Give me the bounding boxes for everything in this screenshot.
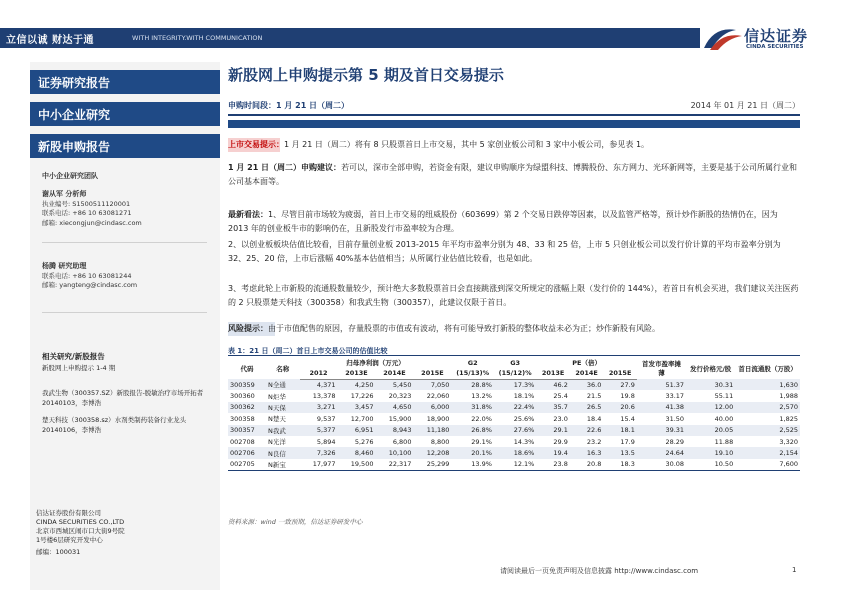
table-cell: 9,537 [300, 413, 338, 424]
table-top-rule [228, 355, 800, 356]
table-cell: 16.3 [570, 447, 604, 458]
table-cell: 1,825 [735, 413, 800, 424]
column-subheader: 2014E [570, 368, 604, 379]
column-subheader: 2012 [300, 368, 338, 379]
title-rule [228, 114, 800, 116]
assistant-info [42, 262, 214, 291]
table-cell: 31.50 [637, 413, 686, 424]
column-subheader: 2013E [536, 368, 570, 379]
table-cell: 1,988 [735, 390, 800, 401]
sidebar-divider [42, 312, 207, 313]
table-cell: 29.9 [536, 436, 570, 447]
table-row [228, 459, 800, 470]
company-name: 信达证券股份有限公司 [36, 509, 101, 517]
table-cell: 4,250 [337, 379, 375, 390]
table-cell: 28.29 [637, 436, 686, 447]
table-cell: 13.2% [451, 390, 493, 401]
table-cell: 15.4 [603, 413, 637, 424]
table-cell: 2,525 [735, 425, 800, 436]
latest-view-text: 1、尽管目前市场较为疲弱，首日上市交易的纽威股份（603699）第 2 个交易日跌停等因素，以及监管严格等，预计炒作新股的热情仍在，因为 2013 年的创业板牛市的影响仍在，且新股发行市盈率较为合理。 [228, 210, 778, 233]
table-row [228, 379, 800, 390]
column-header: G3 [510, 358, 521, 367]
table-cell: 13,378 [300, 390, 338, 401]
table-cell: 4,371 [300, 379, 338, 390]
slogan-english: WITH INTEGRITY.WITH COMMUNICATION [132, 34, 263, 42]
risk-warning-lead: 风险提示： [228, 324, 268, 333]
table-cell: 7,326 [300, 447, 338, 458]
analyst-license: 执业编号: S1500511120001 [42, 199, 131, 208]
stock-name-cell: N良信 [266, 447, 300, 458]
table-cell: 25,299 [413, 459, 451, 470]
table-cell: 20.1% [451, 447, 493, 458]
table-cell: 33.17 [637, 390, 686, 401]
address-line: 1号楼6层研究开发中心 [36, 536, 103, 544]
stock-name-cell: N全通 [266, 379, 300, 390]
table-cell: 3,320 [735, 436, 800, 447]
column-subheader: (15/13)% [451, 368, 493, 379]
table-cell: 23.0 [536, 413, 570, 424]
table-cell: 18.1 [603, 425, 637, 436]
sidebar-divider [42, 242, 207, 243]
sidebar-tab-ipo-report: 新股申购报告 [30, 134, 220, 158]
table-cell: 8,460 [337, 447, 375, 458]
table-row [228, 390, 800, 401]
table-cell: 39.31 [637, 425, 686, 436]
date-line [228, 100, 800, 114]
table-cell: 3,457 [337, 402, 375, 413]
table-cell: 2,570 [735, 402, 800, 413]
table-cell: 11.88 [686, 436, 735, 447]
table-cell: 41.38 [637, 402, 686, 413]
table-cell: 1,630 [735, 379, 800, 390]
report-date: 2014 年 01 月 21 日（周二） [690, 101, 800, 110]
analyst-info [42, 190, 214, 228]
table-cell: 6,951 [337, 425, 375, 436]
table-cell: 11,180 [413, 425, 451, 436]
table-row [228, 436, 800, 447]
table-cell: 17.9 [603, 436, 637, 447]
table-cell: 46.2 [536, 379, 570, 390]
table-row [228, 425, 800, 436]
table-cell: 17,977 [300, 459, 338, 470]
table-cell: 20.8 [570, 459, 604, 470]
table-cell: 19.8 [603, 390, 637, 401]
related-item: 楚天科技（300358.sz）水剂类制药装备行业龙头 20140106，李博浩 [42, 416, 187, 434]
section-bar [228, 120, 800, 128]
table-cell: 30.08 [637, 459, 686, 470]
table-cell: 17.3% [494, 379, 536, 390]
table-cell: 8,800 [413, 436, 451, 447]
table-cell: 31.8% [451, 402, 493, 413]
stock-name-cell: N炬华 [266, 390, 300, 401]
slogan-strip [0, 28, 700, 48]
table-row [228, 413, 800, 424]
stock-name-cell: N我武 [266, 425, 300, 436]
stock-code-cell: 300357 [228, 425, 266, 436]
table-cell: 22.4% [494, 402, 536, 413]
table-body [228, 379, 800, 470]
table-cell: 20.05 [686, 425, 735, 436]
slogan: 立信以诚 财达于通 [6, 35, 94, 46]
stock-name-cell: N楚天 [266, 413, 300, 424]
table-cell: 18.6% [494, 447, 536, 458]
table-cell: 26.5 [570, 402, 604, 413]
analyst-name: 谢从军 分析师 [42, 190, 87, 198]
sidebar-tab-research-report: 证券研究报告 [30, 70, 220, 94]
assistant-email: 邮箱: yangteng@cindasc.com [42, 281, 138, 289]
sidebar-tab-sme-research: 中小企业研究 [30, 102, 220, 126]
table-cell: 22,317 [375, 459, 413, 470]
listing-reminder-lead: 上市交易提示： [228, 140, 284, 149]
table-cell: 25.4 [536, 390, 570, 401]
valuation-table [228, 357, 800, 471]
column-subheader: 2013E [337, 368, 375, 379]
table-cell: 25.6% [494, 413, 536, 424]
cinda-logo-icon [700, 24, 744, 52]
table-cell: 28.8% [451, 379, 493, 390]
stock-name-cell: N新宝 [266, 459, 300, 470]
column-header: 发行价格元/股 [689, 364, 732, 373]
stock-code-cell: 002708 [228, 436, 266, 447]
subscription-period: 申购时间段：1 月 21 日（周二） [228, 101, 350, 110]
column-header: G2 [467, 358, 478, 367]
table-cell: 3,271 [300, 402, 338, 413]
table-cell: 5,894 [300, 436, 338, 447]
table-cell: 5,276 [337, 436, 375, 447]
logo-name: 信达证券 [744, 27, 809, 45]
table-cell: 12.00 [686, 402, 735, 413]
table-cell: 30.31 [686, 379, 735, 390]
table-cell: 7,050 [413, 379, 451, 390]
table-cell: 2,154 [735, 447, 800, 458]
research-team [42, 172, 214, 182]
table-cell: 18.1% [494, 390, 536, 401]
analyst-email: 邮箱: xiecongjun@cindasc.com [42, 218, 142, 227]
table-cell: 8,943 [375, 425, 413, 436]
stock-name-cell: N天保 [266, 402, 300, 413]
first-day-suggestion: 3、考虑此轮上市新股的流通股数量较少，预计绝大多数股票首日会直接跳涨到深交所规定的涨幅上限（发行价的 144%），若首日有机会买进，我们建议关注医药的 2 只股票楚天科技（300358）和我武生物（300357），此建议仅限于首日。 [228, 284, 799, 307]
table-cell: 19,500 [337, 459, 375, 470]
related-item: 新股网上申购提示 1-4 期 [42, 363, 116, 372]
table-title: 表 1：21 日（周二）首日上市交易公司的估值比较 [228, 347, 388, 355]
address-line: 北京市西城区闹市口大街9号院 [36, 527, 125, 535]
table-cell: 10,100 [375, 447, 413, 458]
related-reports [42, 352, 214, 435]
column-subheader: 2014E [375, 368, 413, 379]
table-cell: 7,600 [735, 459, 800, 470]
column-subheader: 2015E [603, 368, 637, 379]
analyst-phone: 联系电话: +86 10 63081271 [42, 209, 132, 217]
table-cell: 55.11 [686, 390, 735, 401]
column-header: 代码 [240, 364, 254, 373]
stock-code-cell: 002705 [228, 459, 266, 470]
table-cell: 6,800 [375, 436, 413, 447]
sidebar [30, 62, 220, 590]
table-cell: 5,450 [375, 379, 413, 390]
table-cell: 35.7 [536, 402, 570, 413]
table-cell: 17,226 [337, 390, 375, 401]
column-header: 名称 [276, 364, 290, 373]
table-row [228, 402, 800, 413]
table-cell: 19.4 [536, 447, 570, 458]
page-number: 1 [792, 566, 797, 574]
table-cell: 20.6 [603, 402, 637, 413]
table-cell: 18.3 [603, 459, 637, 470]
table-cell: 23.2 [570, 436, 604, 447]
table-row [228, 447, 800, 458]
table-cell: 18,900 [413, 413, 451, 424]
table-cell: 20,323 [375, 390, 413, 401]
stock-name-cell: N光洋 [266, 436, 300, 447]
table-cell: 27.9 [603, 379, 637, 390]
column-subheader: (15/12)% [494, 368, 536, 379]
table-cell: 5,377 [300, 425, 338, 436]
table-cell: 15,900 [375, 413, 413, 424]
risk-warning-text: 由于市值配售的原因，存量股票的市值或有波动，将有可能导致打新股的整体收益未必为正；炒作新股有风险。 [268, 324, 660, 333]
column-header: 首日流通股（万股） [738, 364, 797, 373]
team-heading: 中小企业研究团队 [42, 172, 98, 180]
table-header-row [228, 357, 800, 368]
table-cell: 10.50 [686, 459, 735, 470]
company-name-english: CINDA SECURITIES CO.,LTD [36, 518, 125, 526]
postal-code: 邮编：100031 [36, 548, 81, 556]
stock-code-cell: 300362 [228, 402, 266, 413]
valuation-comparison: 2、以创业板板块估值比较看，目前存量创业板 2013-2015 年平均市盈率分别为 48、33 和 25 倍，上市 5 只创业板公司以发行价计算的平均市盈率分别为 32、25、20 倍，上市后涨幅 40%基本估值相当；从所属行业估值比较看，也是如此。 [228, 240, 781, 263]
table-cell: 24.64 [637, 447, 686, 458]
table-cell: 36.0 [570, 379, 604, 390]
table-source: 资料来源：wind 一致预期，信达证券研发中心 [228, 518, 363, 526]
table-cell: 29.1 [536, 425, 570, 436]
table-cell: 27.6% [494, 425, 536, 436]
company-logo [700, 22, 842, 54]
company-address [36, 509, 216, 557]
logo-name-english: CINDA SECURITIES [746, 44, 804, 50]
table-cell: 22.0% [451, 413, 493, 424]
column-header: 归母净利润（万元） [346, 359, 405, 367]
listing-reminder [228, 138, 800, 152]
disclaimer-note: 请阅读最后一页免责声明及信息披露 http://www.cindasc.com [500, 567, 699, 575]
table-cell: 14.3% [494, 436, 536, 447]
table-cell: 13.9% [451, 459, 493, 470]
stock-code-cell: 300360 [228, 390, 266, 401]
page-title: 新股网上申购提示第 5 期及首日交易提示 [228, 66, 504, 84]
table-cell: 12.1% [494, 459, 536, 470]
stock-code-cell: 002706 [228, 447, 266, 458]
assistant-phone: 联系电话: +86 10 63081244 [42, 271, 132, 280]
table-cell: 13.5 [603, 447, 637, 458]
table-cell: 21.5 [570, 390, 604, 401]
table-cell: 4,650 [375, 402, 413, 413]
table-cell: 22,060 [413, 390, 451, 401]
column-header: PE（倍） [572, 359, 601, 367]
table-cell: 18.4 [570, 413, 604, 424]
column-header: 首发市盈率摊薄 [641, 360, 681, 377]
related-heading: 相关研究/新股报告 [42, 352, 105, 361]
table-cell: 23.8 [536, 459, 570, 470]
table-cell: 12,208 [413, 447, 451, 458]
table-cell: 12,700 [337, 413, 375, 424]
related-item: 我武生物（300357.SZ）新股报告-脱敏治疗市场开拓者 20140103，李博浩 [42, 389, 204, 407]
table-cell: 29.1% [451, 436, 493, 447]
stock-code-cell: 300358 [228, 413, 266, 424]
latest-view-lead: 最新看法： [228, 210, 268, 219]
subscription-advice-text: 若可以，深市全部申购，若资金有限，建议申购顺序为绿盟科技、博腾股份、东方网力、光环新网等，主要是基于公司所属行业和公司基本面等。 [228, 163, 798, 186]
subscription-advice-lead: 1 月 21 日（周二）申购建议： [228, 163, 342, 172]
column-subheader: 2015E [413, 368, 451, 379]
latest-view [228, 208, 800, 236]
table-cell: 51.37 [637, 379, 686, 390]
stock-code-cell: 300359 [228, 379, 266, 390]
assistant-name: 杨腾 研究助理 [42, 262, 87, 270]
table-cell: 26.8% [451, 425, 493, 436]
table-cell: 40.00 [686, 413, 735, 424]
table-cell: 22.6 [570, 425, 604, 436]
table-cell: 6,000 [413, 402, 451, 413]
table-cell: 19.10 [686, 447, 735, 458]
listing-reminder-text: 1 月 21 日（周二）将有 8 只股票首日上市交易，其中 5 家创业板公司和 3 家中小板公司，参见表 1。 [284, 140, 650, 149]
risk-warning [228, 322, 800, 336]
subscription-advice [228, 161, 800, 189]
